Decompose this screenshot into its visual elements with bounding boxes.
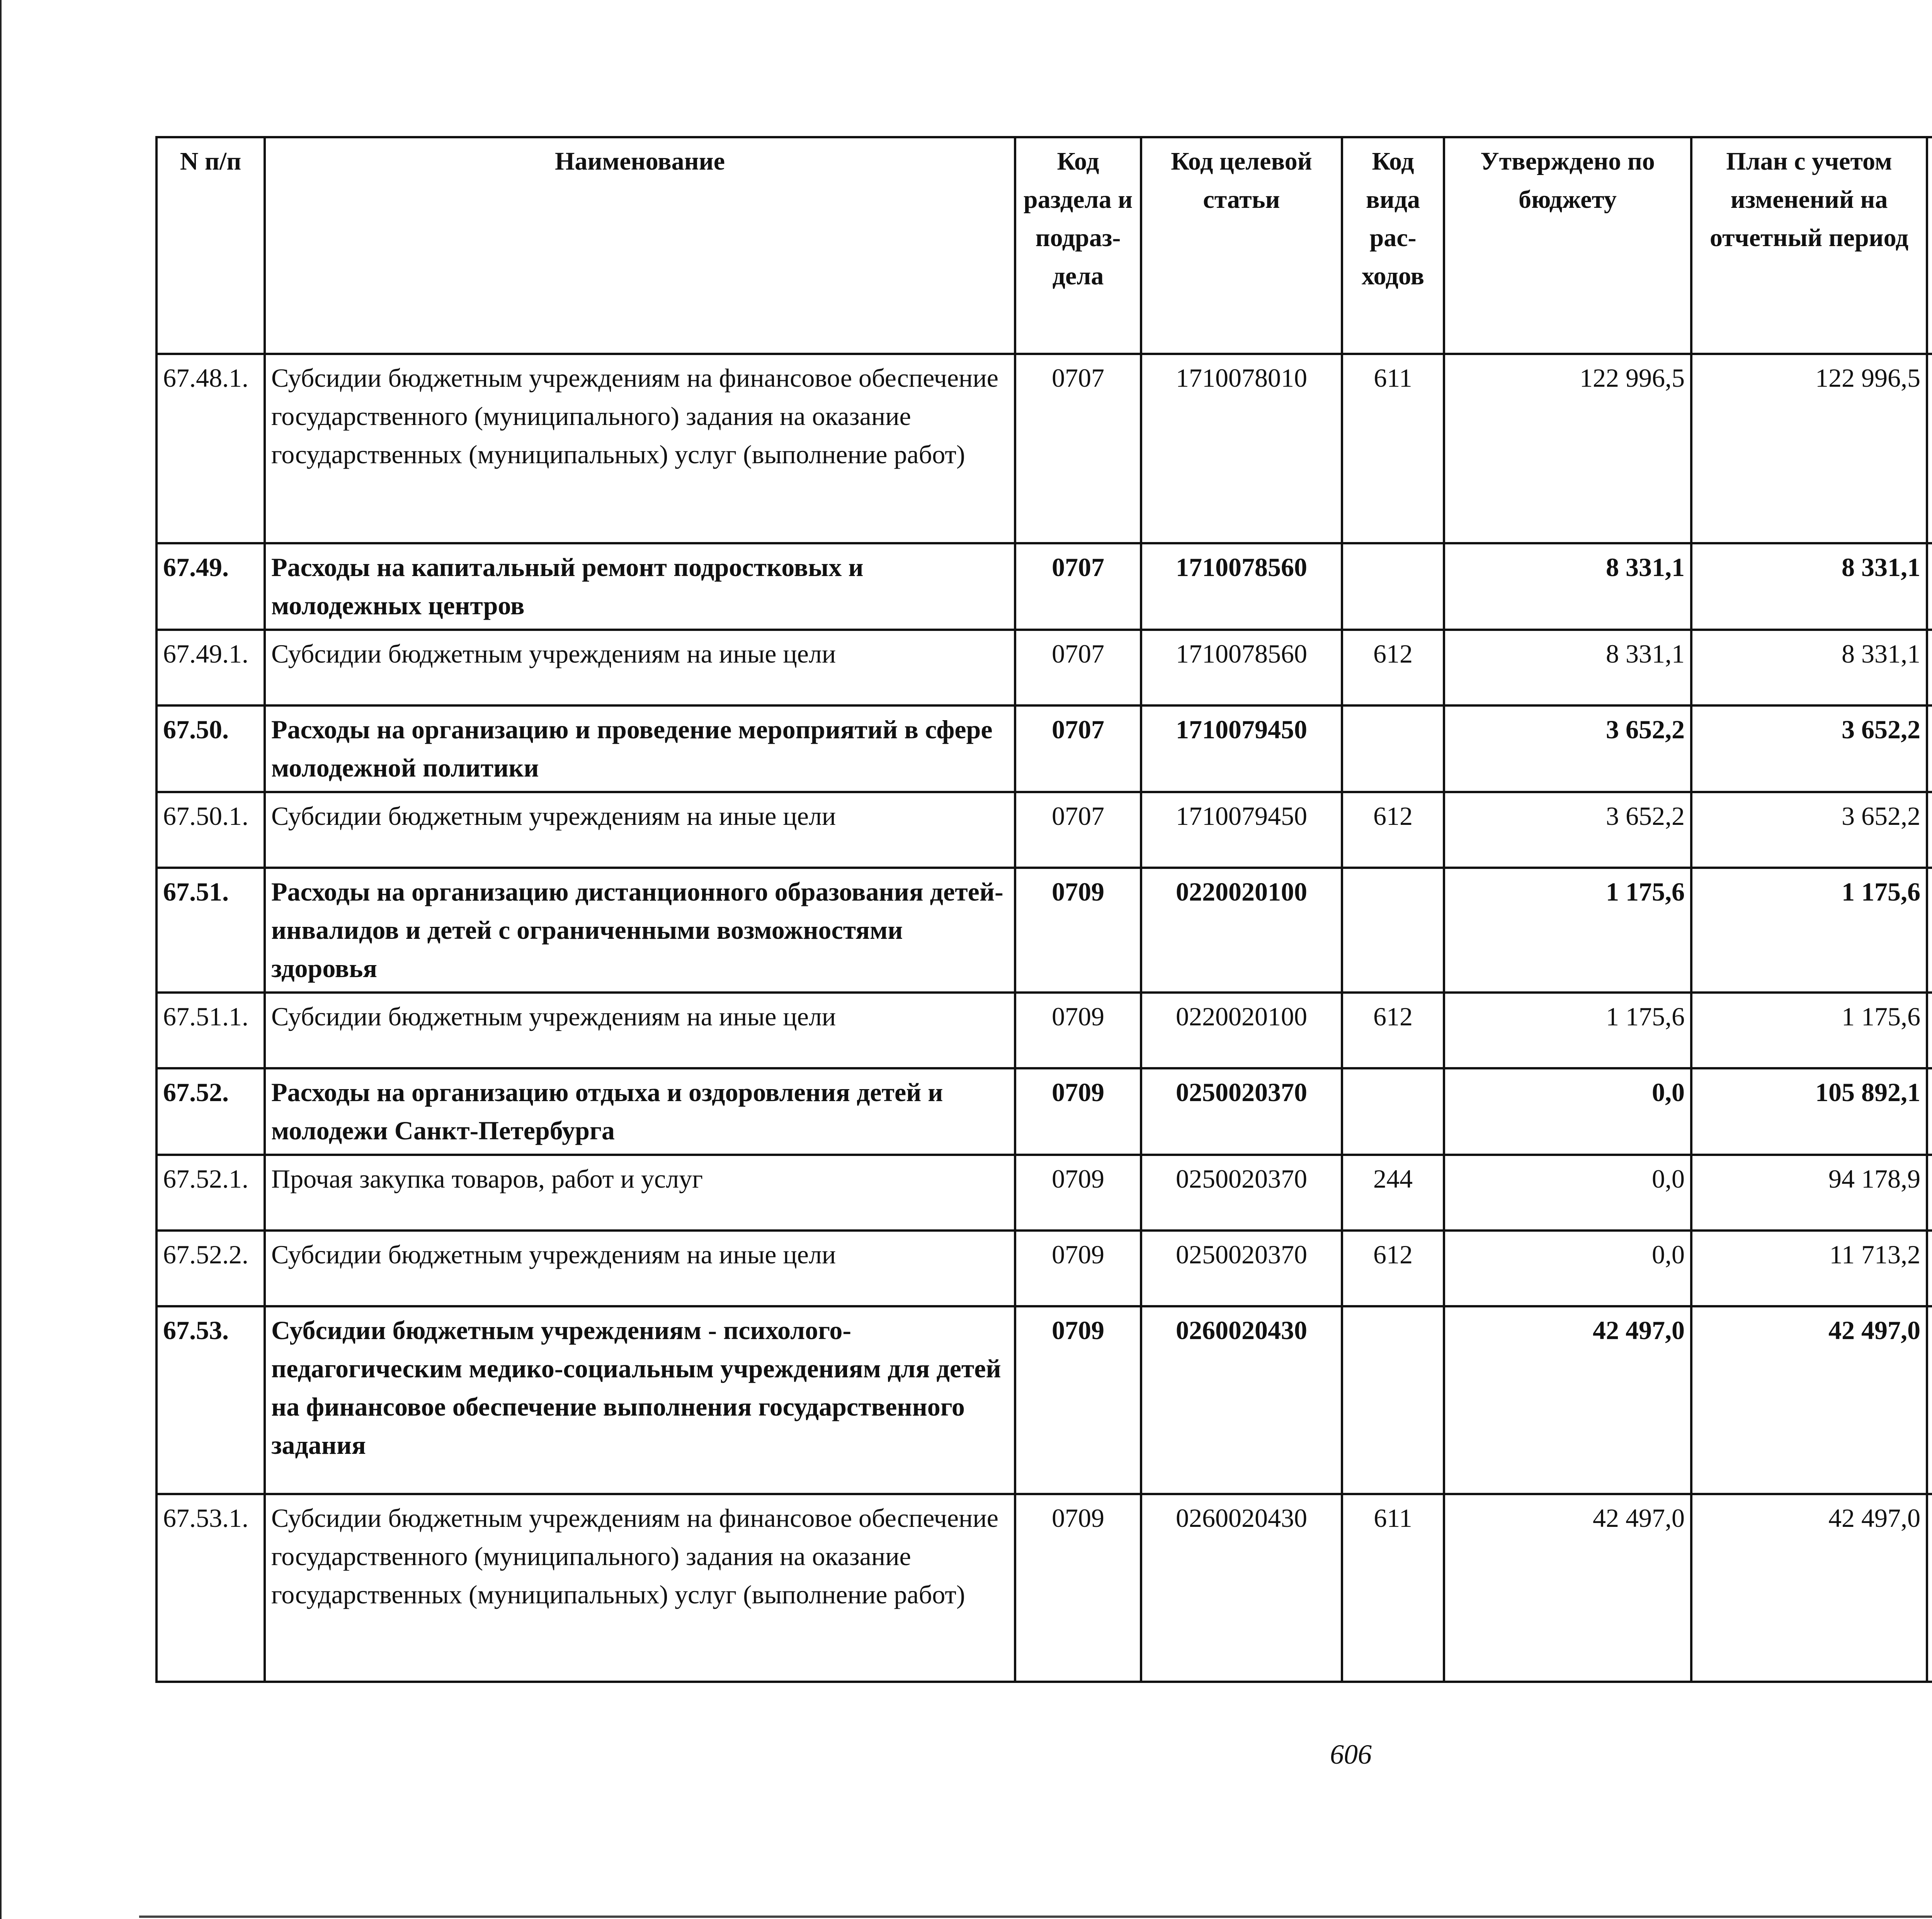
row-num: 67.50.1. — [156, 792, 265, 868]
table-row — [156, 1306, 1932, 1494]
row-section-code: 0709 — [1015, 1231, 1141, 1306]
header-expense-code: Код вида рас-ходов — [1342, 137, 1444, 354]
row-approved: 3 652,2 — [1444, 792, 1691, 868]
row-name: Субсидии бюджетным учреждениям на финансовое обеспечение государственного (муниципального) задания на оказание государственных (муниципальных) услуг (выполнение работ) — [265, 354, 1015, 543]
header-executed — [1927, 137, 1932, 354]
row-expense-code — [1342, 705, 1444, 792]
header-row-1 — [156, 137, 1932, 178]
table-row — [156, 868, 1932, 993]
table-row — [156, 543, 1932, 630]
row-approved: 3 652,2 — [1444, 705, 1691, 792]
row-num: 67.51.1. — [156, 993, 265, 1068]
row-expense-code: 612 — [1342, 792, 1444, 868]
row-plan: 42 497,0 — [1691, 1494, 1927, 1682]
row-target-code: 0250020370 — [1141, 1068, 1342, 1155]
row-approved: 8 331,1 — [1444, 543, 1691, 630]
row-expense-code: 612 — [1342, 1231, 1444, 1306]
row-expense-code: 611 — [1342, 1494, 1444, 1682]
row-approved: 8 331,1 — [1444, 630, 1691, 705]
row-num: 67.49. — [156, 543, 265, 630]
row-approved: 0,0 — [1444, 1155, 1691, 1231]
scan-edge-left — [0, 0, 2, 1919]
row-section-code: 0709 — [1015, 868, 1141, 993]
row-num: 67.53.1. — [156, 1494, 265, 1682]
row-executed — [1927, 868, 1932, 993]
scan-edge-bottom — [139, 1916, 1932, 1918]
row-plan: 1 175,6 — [1691, 993, 1927, 1068]
budget-execution-table — [155, 136, 1932, 1683]
table-row — [156, 1494, 1932, 1682]
row-num: 67.53. — [156, 1306, 265, 1494]
row-target-code: 1710079450 — [1141, 705, 1342, 792]
row-name: Расходы на капитальный ремонт подростковых и молодежных центров — [265, 543, 1015, 630]
row-section-code: 0707 — [1015, 354, 1141, 543]
row-section-code: 0709 — [1015, 1068, 1141, 1155]
row-plan: 1 175,6 — [1691, 868, 1927, 993]
table-row — [156, 354, 1932, 543]
table-row — [156, 1068, 1932, 1155]
row-executed — [1927, 543, 1932, 630]
row-num: 67.51. — [156, 868, 265, 993]
row-section-code: 0707 — [1015, 705, 1141, 792]
row-section-code: 0709 — [1015, 993, 1141, 1068]
row-target-code: 0260020430 — [1141, 1494, 1342, 1682]
row-approved: 42 497,0 — [1444, 1306, 1691, 1494]
row-target-code: 0220020100 — [1141, 993, 1342, 1068]
row-plan: 8 331,1 — [1691, 630, 1927, 705]
row-approved: 0,0 — [1444, 1231, 1691, 1306]
row-plan: 42 497,0 — [1691, 1306, 1927, 1494]
row-name: Субсидии бюджетным учреждениям на иные цели — [265, 993, 1015, 1068]
row-approved: 0,0 — [1444, 1068, 1691, 1155]
row-num: 67.52.2. — [156, 1231, 265, 1306]
page-number: 606 — [1330, 1739, 1372, 1770]
row-expense-code: 612 — [1342, 630, 1444, 705]
row-target-code: 0260020430 — [1141, 1306, 1342, 1494]
row-plan: 11 713,2 — [1691, 1231, 1927, 1306]
row-executed — [1927, 1155, 1932, 1231]
table-row — [156, 792, 1932, 868]
row-name: Субсидии бюджетным учреждениям на иные цели — [265, 1231, 1015, 1306]
row-name: Субсидии бюджетным учреждениям на финансовое обеспечение государственного (муниципального) задания на оказание государственных (муниципальных) услуг (выполнение работ) — [265, 1494, 1015, 1682]
table-row — [156, 1155, 1932, 1231]
row-num: 67.52. — [156, 1068, 265, 1155]
row-num: 67.50. — [156, 705, 265, 792]
row-executed — [1927, 1306, 1932, 1494]
header-approved: Утверждено по бюджету — [1444, 137, 1691, 354]
row-target-code: 1710078560 — [1141, 543, 1342, 630]
row-name: Расходы на организацию дистанционного образования детей-инвалидов и детей с ограниченными возможностями здоровья — [265, 868, 1015, 993]
row-expense-code: 612 — [1342, 993, 1444, 1068]
row-expense-code — [1342, 543, 1444, 630]
row-target-code: 0250020370 — [1141, 1155, 1342, 1231]
row-executed — [1927, 705, 1932, 792]
row-target-code: 1710079450 — [1141, 792, 1342, 868]
row-name: Субсидии бюджетным учреждениям - психолого-педагогическим медико-социальным учреждениям для детей на финансовое обеспечение выполнения государственного задания — [265, 1306, 1015, 1494]
table-body — [156, 354, 1932, 1682]
row-target-code: 0220020100 — [1141, 868, 1342, 993]
row-executed — [1927, 630, 1932, 705]
row-name: Субсидии бюджетным учреждениям на иные цели — [265, 792, 1015, 868]
row-name: Субсидии бюджетным учреждениям на иные цели — [265, 630, 1015, 705]
row-name: Расходы на организацию и проведение мероприятий в сфере молодежной политики — [265, 705, 1015, 792]
row-name: Прочая закупка товаров, работ и услуг — [265, 1155, 1015, 1231]
row-expense-code — [1342, 1306, 1444, 1494]
row-plan: 105 892,1 — [1691, 1068, 1927, 1155]
row-executed — [1927, 993, 1932, 1068]
row-expense-code — [1342, 1068, 1444, 1155]
header-target-code: Код целевой статьи — [1141, 137, 1342, 354]
row-plan: 122 996,5 — [1691, 354, 1927, 543]
row-executed — [1927, 354, 1932, 543]
row-name: Расходы на организацию отдыха и оздоровления детей и молодежи Санкт-Петербурга — [265, 1068, 1015, 1155]
header-name: Наименование — [265, 137, 1015, 354]
table-row — [156, 630, 1932, 705]
row-section-code: 0709 — [1015, 1494, 1141, 1682]
row-plan: 8 331,1 — [1691, 543, 1927, 630]
table-row — [156, 1231, 1932, 1306]
table-row — [156, 705, 1932, 792]
row-section-code: 0707 — [1015, 543, 1141, 630]
row-expense-code: 244 — [1342, 1155, 1444, 1231]
row-approved: 122 996,5 — [1444, 354, 1691, 543]
row-num: 67.49.1. — [156, 630, 265, 705]
row-executed — [1927, 1494, 1932, 1682]
row-section-code: 0709 — [1015, 1306, 1141, 1494]
row-target-code: 1710078560 — [1141, 630, 1342, 705]
row-plan: 94 178,9 — [1691, 1155, 1927, 1231]
header-plan: План с учетом изменений на отчетный период — [1691, 137, 1927, 354]
row-executed — [1927, 1231, 1932, 1306]
row-approved: 1 175,6 — [1444, 868, 1691, 993]
row-plan: 3 652,2 — [1691, 792, 1927, 868]
row-expense-code — [1342, 868, 1444, 993]
row-target-code: 0250020370 — [1141, 1231, 1342, 1306]
row-expense-code: 611 — [1342, 354, 1444, 543]
row-num: 67.52.1. — [156, 1155, 265, 1231]
row-section-code: 0707 — [1015, 792, 1141, 868]
row-section-code: 0707 — [1015, 630, 1141, 705]
row-executed — [1927, 792, 1932, 868]
header-num: N п/п — [156, 137, 265, 354]
row-plan: 3 652,2 — [1691, 705, 1927, 792]
row-section-code: 0709 — [1015, 1155, 1141, 1231]
table-row — [156, 993, 1932, 1068]
row-target-code: 1710078010 — [1141, 354, 1342, 543]
row-executed — [1927, 1068, 1932, 1155]
row-approved: 1 175,6 — [1444, 993, 1691, 1068]
row-num: 67.48.1. — [156, 354, 265, 543]
row-approved: 42 497,0 — [1444, 1494, 1691, 1682]
header-section-code: Код раздела и подраз-дела — [1015, 137, 1141, 354]
